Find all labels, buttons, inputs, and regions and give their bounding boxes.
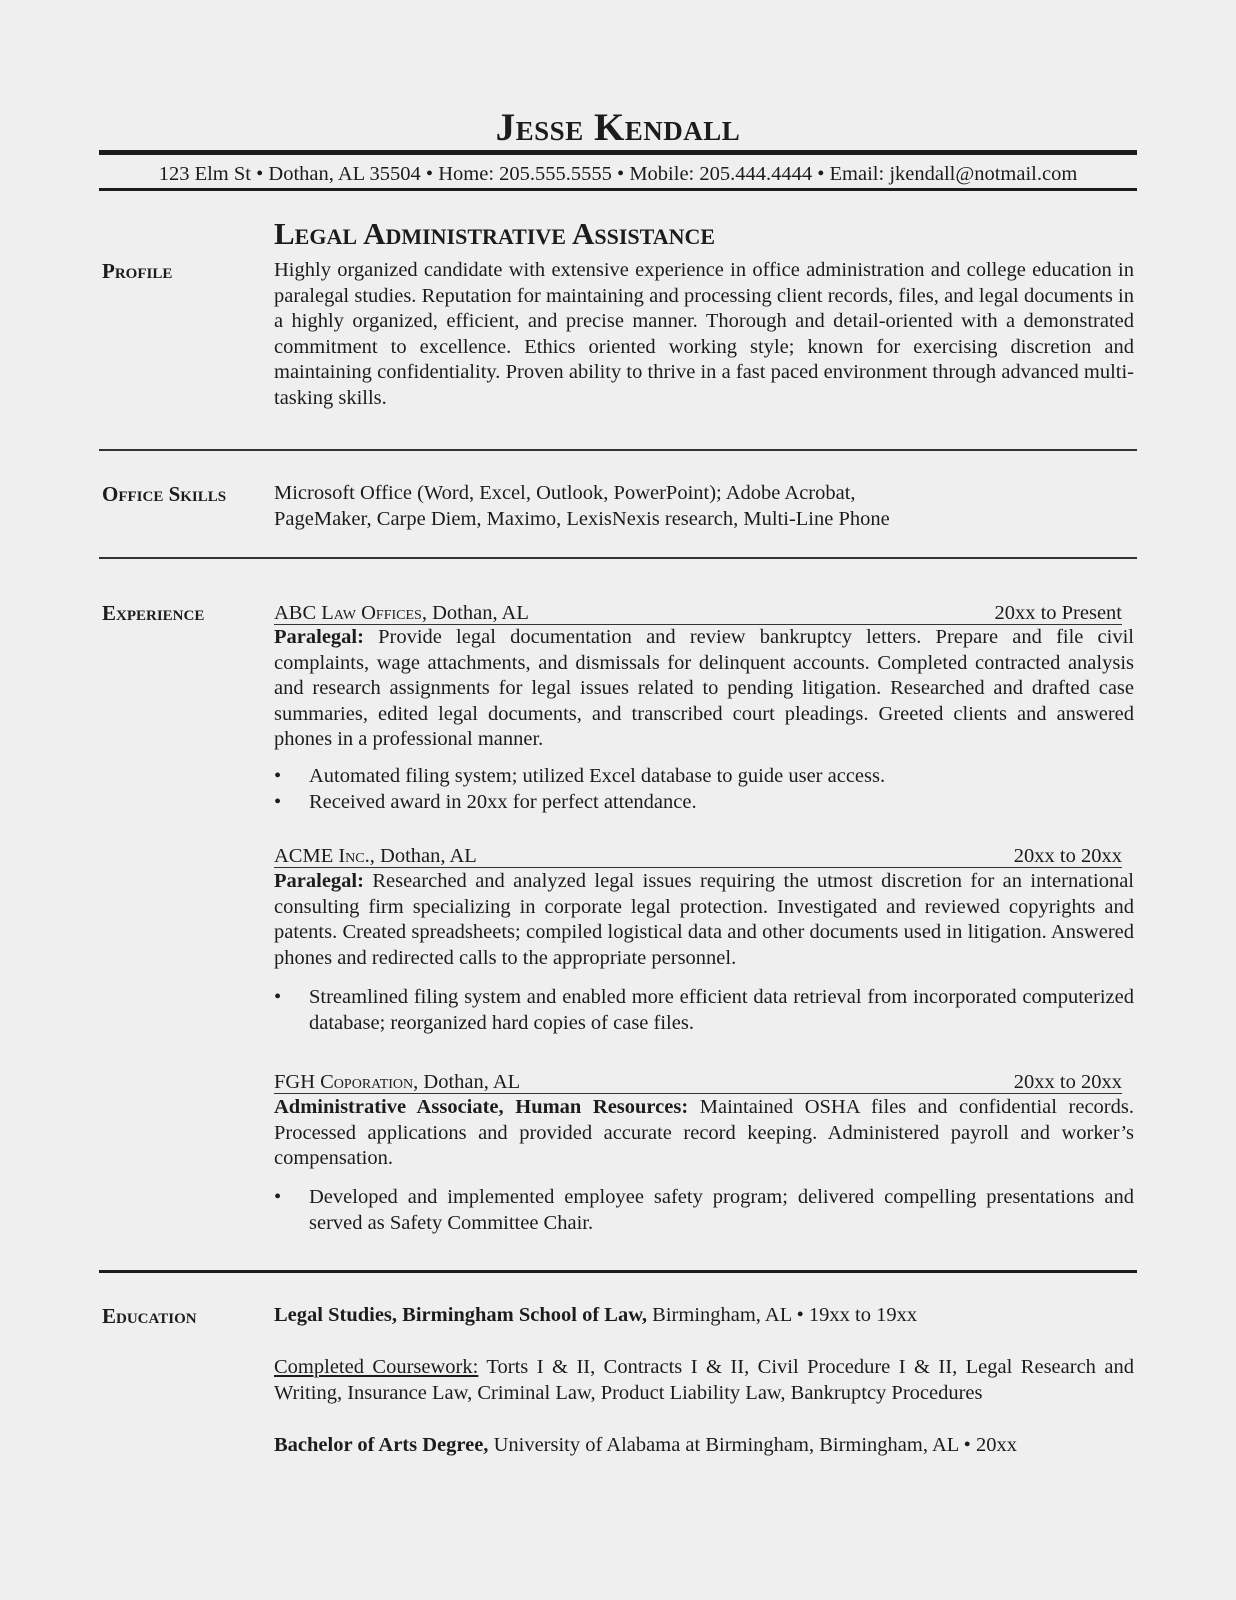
coursework-label: Completed Coursework: <box>274 1356 479 1378</box>
job-header <box>274 1069 1122 1094</box>
section-divider <box>99 557 1137 559</box>
coursework-text: Torts I & II, Contracts I & II, Civil Procedure I & II, Legal Research and Writing, Insurance Law, Criminal Law, Product Liability Law, Bankruptcy Procedures <box>274 1356 1134 1404</box>
job-dates: 20xx to 20xx <box>1013 1071 1122 1093</box>
job-description <box>274 625 1134 753</box>
job-description <box>274 869 1134 971</box>
job-dates: 20xx to Present <box>994 602 1122 624</box>
education-coursework <box>274 1355 1134 1406</box>
company-name: FGH Coporation <box>274 1071 414 1093</box>
job-role: Paralegal: <box>274 870 364 892</box>
profile-text: Highly organized candidate with extensive experience in office administration and college education in paralegal studies. Reputation for maintaining and processing client records, files, and legal documents in a highly organized, efficient, and precise manner. Thorough and detail-oriented with a demonstrated commitment to excellence. Ethics oriented working style; known for exercising discretion and maintaining confidentiality. Proven ability to thrive in a fast paced environment through advanced multi-tasking skills. <box>274 259 1134 409</box>
bullet-text: Streamlined filing system and enabled more efficient data retrieval from incorporated computerized database; reorganized hard copies of case files. <box>309 986 1134 1034</box>
bullet-icon: • <box>274 765 282 787</box>
job-dates: 20xx to 20xx <box>1013 845 1122 867</box>
job-summary: Maintained OSHA files and confidential records. Processed applications and provided accurate record keeping. Administered payroll and worker’s compensation. <box>274 1096 1134 1169</box>
office-skills-line: Microsoft Office (Word, Excel, Outlook, PowerPoint); Adobe Acrobat, <box>274 482 856 504</box>
contact-line: 123 Elm St • Dothan, AL 35504 • Home: 205.555.5555 • Mobile: 205.444.4444 • Email: jkendall@notmail.com <box>158 163 1078 185</box>
list-item <box>274 985 1134 1036</box>
degree-details: Birmingham, AL • 19xx to 19xx <box>647 1304 918 1326</box>
job-bullets <box>274 1185 1134 1236</box>
job-bullets <box>274 764 1134 815</box>
education-degree-1 <box>274 1303 1134 1329</box>
office-skills-line: PageMaker, Carpe Diem, Maximo, LexisNexis research, Multi-Line Phone <box>274 507 890 530</box>
degree-title: Legal Studies, Birmingham School of Law, <box>274 1304 648 1326</box>
bullet-icon: • <box>274 986 282 1008</box>
section-divider <box>99 449 1137 451</box>
job-header <box>274 843 1122 868</box>
list-item <box>274 764 1134 790</box>
bullet-text: Developed and implemented employee safety program; delivered compelling presentations and served as Safety Committee Chair. <box>309 1186 1134 1234</box>
candidate-name: Jesse Kendall <box>495 106 741 149</box>
job-summary: Researched and analyzed legal issues requiring the utmost discretion for an international consulting firm specializing in corporate legal protection. Investigated and reviewed copyrights and patents. Created spreadsheets; compiled logistical data and other documents used in litigation. Answered phones and redirected calls to the appropriate personnel. <box>274 870 1134 969</box>
bullet-icon: • <box>274 790 282 813</box>
job-header <box>274 600 1122 625</box>
job-role: Administrative Associate, Human Resources: <box>274 1096 689 1118</box>
company-name: ACME Inc. <box>274 845 370 867</box>
job-summary: Provide legal documentation and review bankruptcy letters. Prepare and file civil complaints, wage attachments, and dismissals for delinquent accounts. Completed contracted analysis and research assignments for legal issues related to pending litigation. Researched and drafted case summaries, edited legal documents, and transcribed court pleadings. Greeted clients and answered phones in a professional manner. <box>274 626 1134 750</box>
company-location: , Dothan, AL <box>421 602 529 624</box>
header-rule-bottom <box>99 188 1137 191</box>
education-degree-2 <box>274 1433 1134 1459</box>
company-location: , Dothan, AL <box>369 845 477 867</box>
section-label-profile: Profile <box>102 259 173 283</box>
degree-details: University of Alabama at Birmingham, Birmingham, AL • 20xx <box>488 1434 1017 1456</box>
job-description <box>274 1095 1134 1172</box>
job-bullets <box>274 985 1134 1036</box>
job-title: Legal Administrative Assistance <box>274 216 716 251</box>
section-label-office-skills: Office Skills <box>102 482 227 506</box>
section-label-experience: Experience <box>102 601 205 625</box>
degree-title: Bachelor of Arts Degree, <box>274 1434 489 1456</box>
job-role: Paralegal: <box>274 626 364 648</box>
office-skills-text <box>274 481 1134 532</box>
section-label-education: Education <box>102 1304 197 1328</box>
bullet-text: Received award in 20xx for perfect attendance. <box>309 790 697 813</box>
header-rule-top <box>99 150 1137 155</box>
bullet-text: Automated filing system; utilized Excel database to guide user access. <box>309 765 886 787</box>
company-name: ABC Law Offices <box>274 602 422 624</box>
company-location: , Dothan, AL <box>413 1071 521 1093</box>
list-item <box>274 1185 1134 1236</box>
list-item <box>274 790 1134 816</box>
section-divider <box>99 1270 1137 1273</box>
bullet-icon: • <box>274 1186 282 1208</box>
